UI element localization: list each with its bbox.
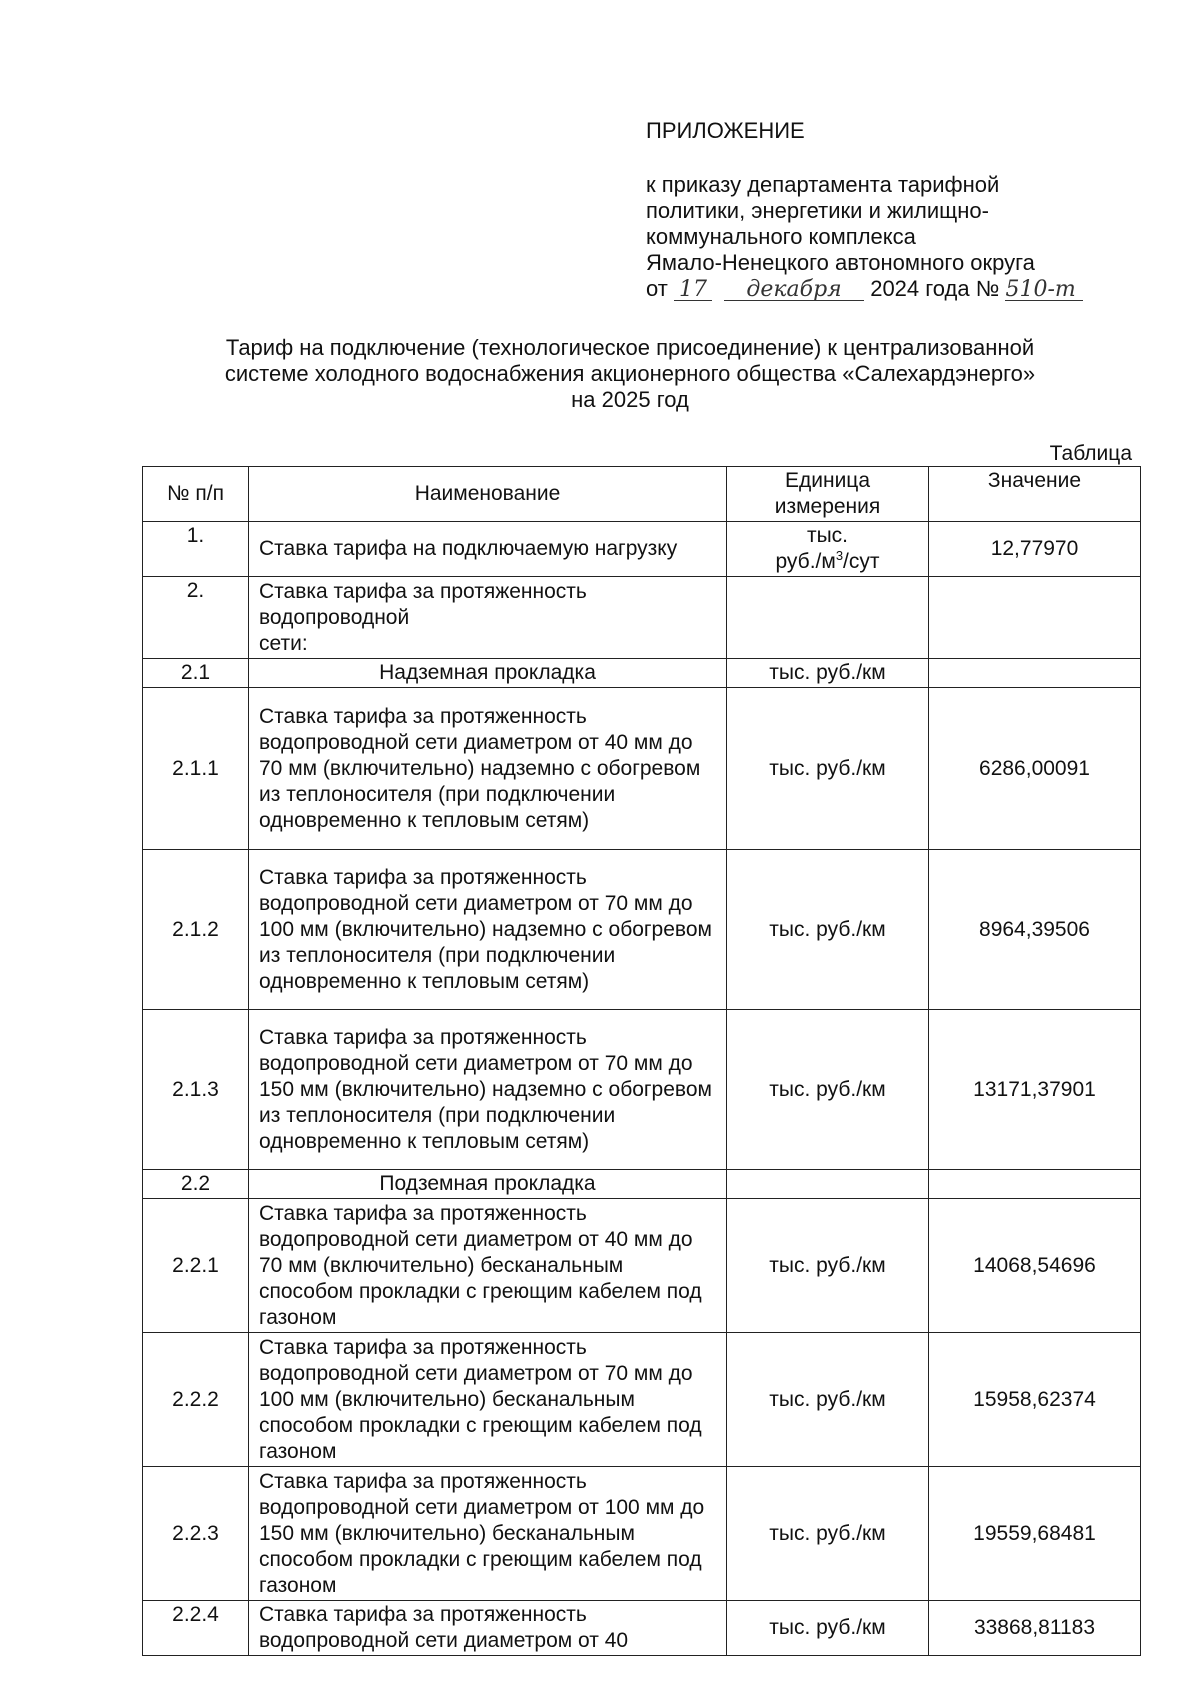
row-num: 2.2.2	[143, 1333, 249, 1467]
document-title	[150, 335, 1110, 413]
order-month-handwritten: декабря	[724, 280, 864, 301]
order-year-text: 2024 года №	[870, 276, 1000, 301]
row-name: Ставка тарифа за протяженность водопроводной сети диаметром от 70 мм до 150 мм (включительно) надземно с обогревом из теплоносителя (при подключении одновременно к тепловым сетям)	[249, 1010, 727, 1170]
row-unit	[727, 1170, 929, 1199]
row-unit: тыс. руб./км	[727, 659, 929, 688]
table-row	[143, 1333, 1141, 1467]
row-num: 2.2.4	[143, 1601, 249, 1656]
title-line: системе холодного водоснабжения акционерного общества «Салехардэнерго»	[224, 361, 1036, 386]
table-row	[143, 688, 1141, 850]
row-unit: тыс. руб./км	[727, 1199, 929, 1333]
table-header-row	[143, 467, 1141, 522]
row-value: 15958,62374	[929, 1333, 1141, 1467]
row-name: Надземная прокладка	[249, 659, 727, 688]
table-section-row	[143, 1170, 1141, 1199]
row-unit: тыс. руб./км	[727, 1601, 929, 1656]
row-name-line: сети:	[259, 631, 308, 655]
order-day-handwritten: 17	[674, 280, 712, 301]
row-value: 13171,37901	[929, 1010, 1141, 1170]
title-line: на 2025 год	[571, 387, 689, 412]
row-value: 19559,68481	[929, 1467, 1141, 1601]
row-name-line: Ставка тарифа за протяженность	[259, 579, 587, 603]
header-unit-line1: Единица	[784, 469, 871, 492]
tariff-table	[142, 466, 1141, 1656]
table-label: Таблица	[1049, 442, 1132, 465]
row-value: 6286,00091	[929, 688, 1141, 850]
header-name: Наименование	[249, 467, 727, 522]
row-num: 1.	[143, 522, 249, 577]
appendix-line: к приказу департамента тарифной	[646, 172, 1000, 197]
row-unit-a: тыс.	[806, 524, 849, 547]
row-name: Ставка тарифа за протяженность водопроводной сети диаметром от 70 мм до 100 мм (включительно) надземно с обогревом из теплоносителя (при подключении одновременно к тепловым сетям)	[249, 850, 727, 1010]
row-name: Ставка тарифа за протяженность водопроводной сети диаметром от 70 мм до 100 мм (включительно) бесканальным способом прокладки с греющим кабелем под газоном	[249, 1333, 727, 1467]
order-number-handwritten: 510-т	[1005, 280, 1083, 301]
title-line: Тариф на подключение (технологическое присоединение) к централизованной	[225, 335, 1035, 360]
row-name: Ставка тарифа за протяженность водопроводной сети диаметром от 40 мм до 70 мм (включительно) бесканальным способом прокладки с греющим кабелем под газоном	[249, 1199, 727, 1333]
row-num: 2.2.1	[143, 1199, 249, 1333]
row-value	[929, 1170, 1141, 1199]
appendix-title: ПРИЛОЖЕНИЕ	[646, 118, 805, 143]
table-row	[143, 1199, 1141, 1333]
order-line	[646, 276, 1106, 302]
row-unit: тыс. руб./км	[727, 688, 929, 850]
row-num: 2.1.2	[143, 850, 249, 1010]
row-unit-c: /сут	[843, 550, 880, 573]
table-row	[143, 1010, 1141, 1170]
row-name: Подземная прокладка	[249, 1170, 727, 1199]
row-value: 33868,81183	[929, 1601, 1141, 1656]
row-name	[249, 577, 727, 659]
table-section-row	[143, 659, 1141, 688]
row-unit: тыс. руб./км	[727, 1467, 929, 1601]
header-unit-line2: измерения	[774, 495, 881, 518]
table-row	[143, 522, 1141, 577]
row-value	[929, 659, 1141, 688]
row-unit	[727, 522, 929, 577]
row-value: 12,77970	[929, 522, 1141, 577]
header-num: № п/п	[143, 467, 249, 522]
row-name: Ставка тарифа на подключаемую нагрузку	[249, 522, 727, 577]
row-num: 2.2	[143, 1170, 249, 1199]
header-value: Значение	[929, 467, 1141, 522]
row-name: Ставка тарифа за протяженность водопроводной сети диаметром от 100 мм до 150 мм (включительно) бесканальным способом прокладки с греющим кабелем под газоном	[249, 1467, 727, 1601]
order-prefix: от	[646, 276, 668, 301]
table-row	[143, 850, 1141, 1010]
row-unit-sup: 3	[835, 548, 844, 563]
row-num: 2.1.1	[143, 688, 249, 850]
appendix-block	[646, 118, 1106, 302]
row-value	[929, 577, 1141, 659]
row-value: 14068,54696	[929, 1199, 1141, 1333]
row-num: 2.1	[143, 659, 249, 688]
row-unit-b: руб./м	[775, 550, 836, 573]
row-num: 2.1.3	[143, 1010, 249, 1170]
table-row	[143, 577, 1141, 659]
row-name: Ставка тарифа за протяженность водопроводной сети диаметром от 40 мм до 70 мм (включительно) надземно с обогревом из теплоносителя (при подключении одновременно к тепловым сетям)	[249, 688, 727, 850]
row-num: 2.2.3	[143, 1467, 249, 1601]
appendix-line: Ямало-Ненецкого автономного округа	[646, 250, 1035, 275]
header-unit	[727, 467, 929, 522]
row-unit: тыс. руб./км	[727, 1333, 929, 1467]
row-name-line: водопроводной	[259, 605, 410, 629]
row-unit: тыс. руб./км	[727, 1010, 929, 1170]
row-unit: тыс. руб./км	[727, 850, 929, 1010]
appendix-line: политики, энергетики и жилищно-	[646, 198, 989, 223]
appendix-line: коммунального комплекса	[646, 224, 916, 249]
table-row	[143, 1467, 1141, 1601]
row-num: 2.	[143, 577, 249, 659]
table-row	[143, 1601, 1141, 1656]
row-name: Ставка тарифа за протяженность водопроводной сети диаметром от 40	[249, 1601, 727, 1656]
row-value: 8964,39506	[929, 850, 1141, 1010]
row-unit	[727, 577, 929, 659]
